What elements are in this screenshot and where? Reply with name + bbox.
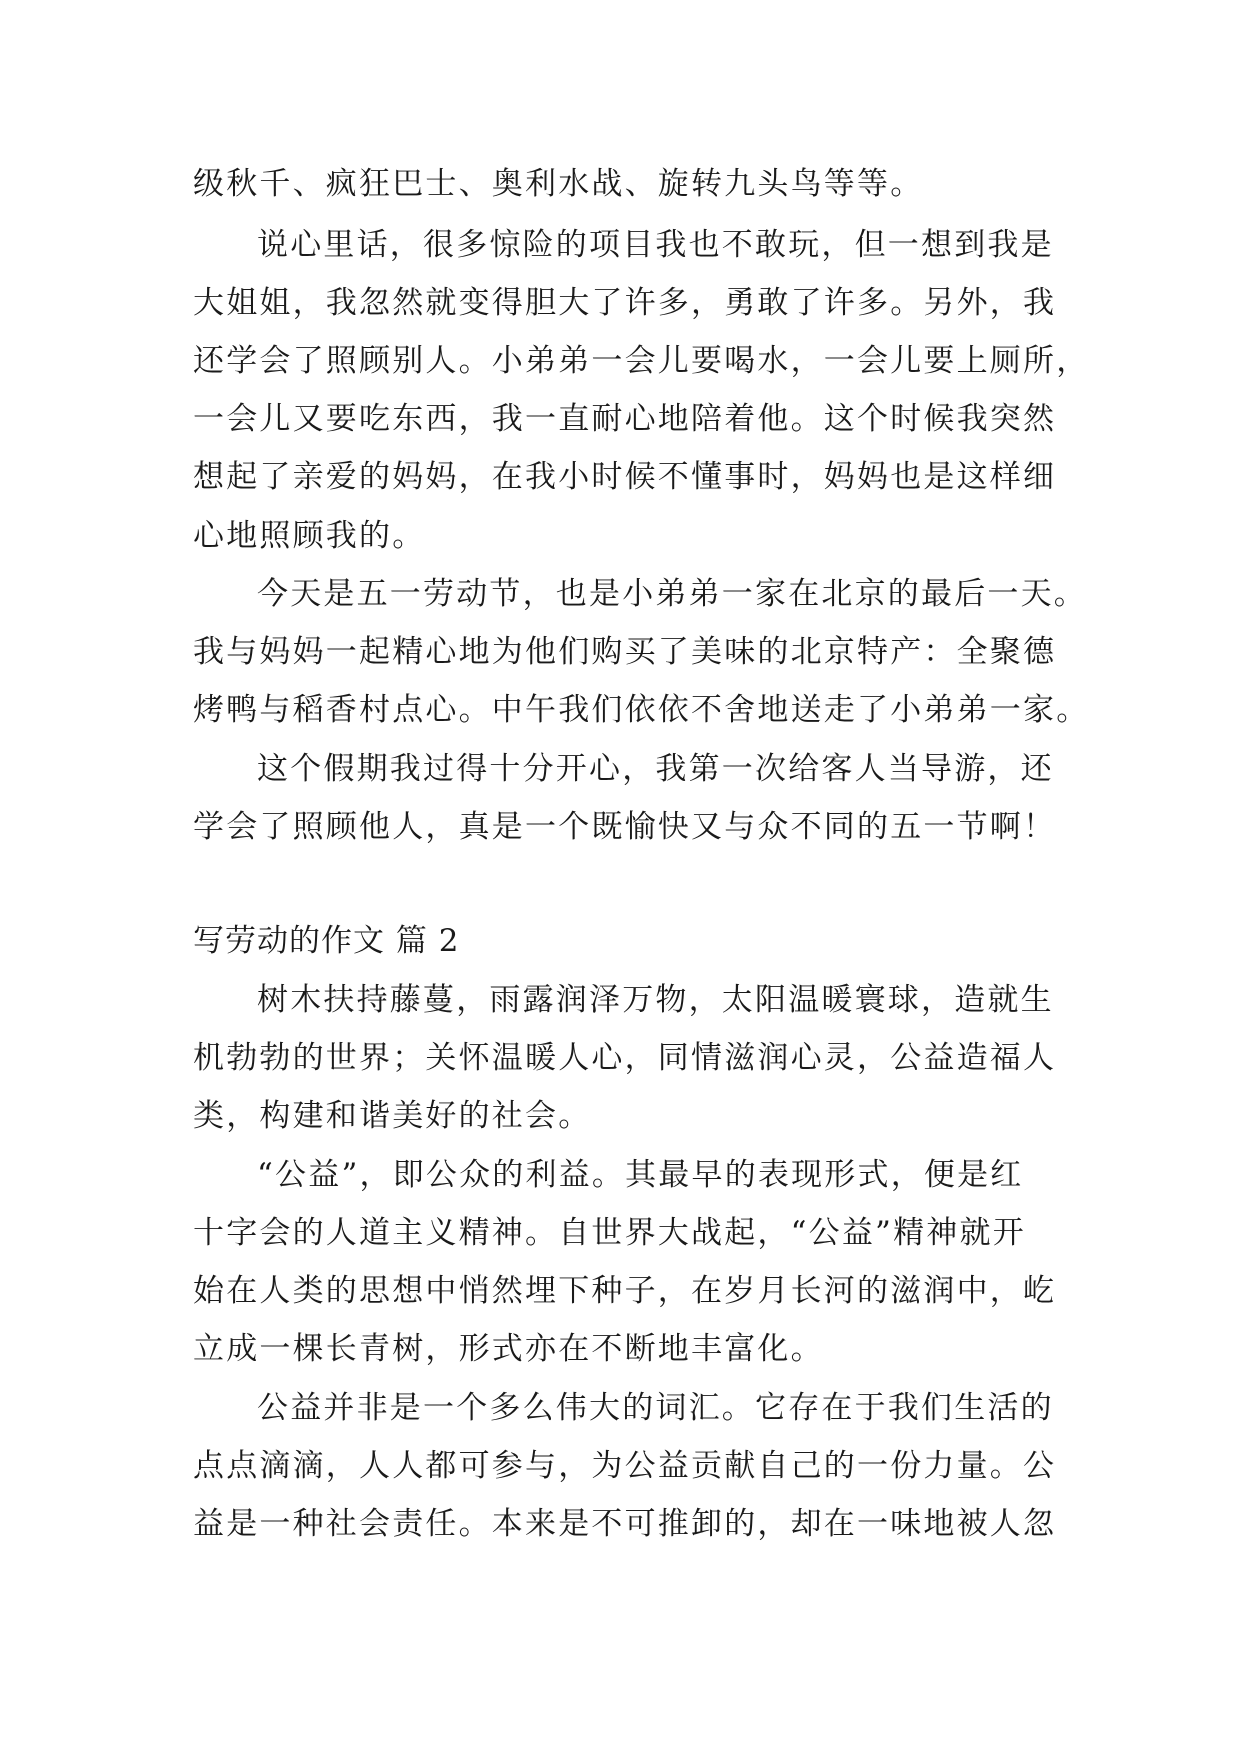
- text-line: 一会儿又要吃东西，我一直耐心地陪着他。这个时候我突然: [193, 401, 1057, 437]
- text-line: 益是一种社会责任。本来是不可推卸的，却在一味地被人忽: [193, 1506, 1057, 1542]
- section-heading: 写劳动的作文 篇 2: [193, 923, 460, 959]
- text-line: 烤鸭与稻香村点心。中午我们依依不舍地送走了小弟弟一家。: [193, 692, 1090, 728]
- text-line: 大姐姐，我忽然就变得胆大了许多，勇敢了许多。另外，我: [193, 285, 1057, 321]
- text-line: 我与妈妈一起精心地为他们购买了美味的北京特产：全聚德: [193, 634, 1057, 670]
- text-line: 还学会了照顾别人。小弟弟一会儿要喝水，一会儿要上厕所，: [193, 343, 1090, 379]
- paragraph-start-line: 树木扶持藤蔓，雨露润泽万物，太阳温暖寰球，造就生: [257, 982, 1054, 1018]
- text-line: 立成一棵长青树，形式亦在不断地丰富化。: [193, 1331, 824, 1367]
- text-line: 始在人类的思想中悄然埋下种子，在岁月长河的滋润中，屹: [193, 1273, 1057, 1309]
- text-line: 类，构建和谐美好的社会。: [193, 1098, 592, 1134]
- paragraph-start-line: 公益并非是一个多么伟大的词汇。它存在于我们生活的: [257, 1390, 1054, 1426]
- paragraph-start-line: 说心里话，很多惊险的项目我也不敢玩，但一想到我是: [257, 227, 1054, 263]
- text-line: 级秋千、疯狂巴士、奥利水战、旋转九头鸟等等。: [193, 166, 924, 202]
- paragraph-start-line: “公益”，即公众的利益。其最早的表现形式，便是红: [257, 1157, 1024, 1193]
- text-line: 心地照顾我的。: [193, 518, 426, 554]
- text-line: 十字会的人道主义精神。自世界大战起，“公益”精神就开: [193, 1215, 1026, 1251]
- text-line: 机勃勃的世界；关怀温暖人心，同情滋润心灵，公益造福人: [193, 1040, 1057, 1076]
- text-line: 想起了亲爱的妈妈，在我小时候不懂事时，妈妈也是这样细: [193, 459, 1057, 495]
- paragraph-start-line: 今天是五一劳动节，也是小弟弟一家在北京的最后一天。: [257, 576, 1087, 612]
- text-line: 学会了照顾他人，真是一个既愉快又与众不同的五一节啊！: [193, 809, 1057, 845]
- paragraph-start-line: 这个假期我过得十分开心，我第一次给客人当导游，还: [257, 751, 1054, 787]
- text-line: 点点滴滴，人人都可参与，为公益贡献自己的一份力量。公: [193, 1448, 1057, 1484]
